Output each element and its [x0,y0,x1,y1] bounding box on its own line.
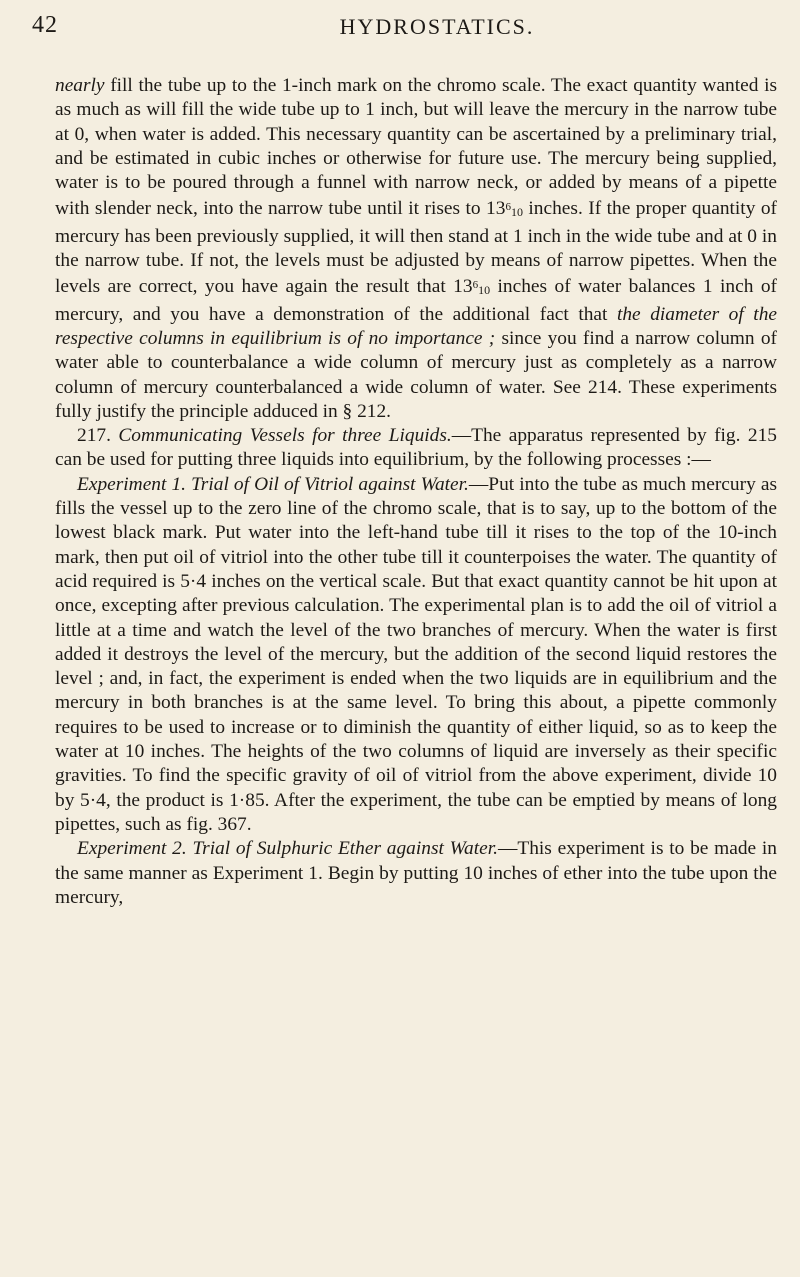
italic-text: Communicating Vessels for three Liquids. [118,425,452,447]
paragraph [55,473,777,837]
fraction [505,201,523,220]
text-run: fill the tube up to the 1-inch mark on the chromo scale. The exact quantity wanted is as much as will fill the wide tube up to 1 inch, but will leave the mercury in the narrow tube at 0, when water is added. This necessary quantity can be ascertained by a preliminary trial, and be estimated in cubic inches or otherwise for future use. The mercury being supplied, water is to be poured through a funnel with narrow neck, or added by means of a pipette with slender neck, into the narrow tube until it rises to 13 [55,75,777,220]
paragraph [55,837,777,910]
text-run: —This experiment is to be made in the same manner as Experiment 1. Begin by putting 10 inches of ether into the tube upon the mercury, [55,838,777,908]
paragraph [55,424,777,473]
running-title: HYDROSTATICS. [339,14,535,39]
fraction-denominator: 10 [510,205,523,220]
text-run: since you find a narrow column of water able to counterbalance a wide column of mercury just as completely as a narrow column of mercury counterbalanced a wide column of water. See 214. These experiments fully justify the principle adduced in § 212. [55,327,777,422]
text-run: inches. If the proper quantity of mercury has been previously supplied, it will then stand at 1 inch in the wide tube and at 0 in the narrow tube. If not, the levels must be adjusted by means of narrow pipettes. When the levels are correct, you have again the result that 13 [55,198,777,298]
paragraph [55,74,777,424]
italic-text: nearly [55,75,105,96]
italic-text: Experiment 1. Trial of Oil of Vitriol against Water. [77,473,469,495]
fraction-numerator: 6 [472,279,479,292]
fraction-denominator: 10 [478,283,491,298]
text-run: —The apparatus represented by fig. 215 can be used for putting three liquids into equilibrium, by the following processes :— [55,425,778,471]
text-run: inches of water balances 1 inch of mercury, and you have a demonstration of the additional fact that [55,276,777,325]
italic-text: Experiment 2. Trial of Sulphuric Ether against Water. [77,838,498,860]
fraction-numerator: 6 [505,201,511,214]
body-text [55,74,777,910]
text-run: 217. [77,425,119,447]
italic-text: the diameter of the respective columns in equilibrium is of no importance ; [55,303,777,349]
page-number: 42 [32,12,58,38]
page-header [32,8,772,44]
fraction [472,279,491,298]
text-run: —Put into the tube as much mercury as fills the vessel up to the zero line of the chromo scale, that is to say, up to the bottom of the lowest black mark. Put water into the left-hand tube till it rises to the top of the 10-inch mark, then put oil of vitriol into the other tube till it counterpoises the water. The quantity of acid required is 5·4 inches on the vertical scale. But that exact quantity cannot be hit upon at once, excepting after previous calculation. The experimental plan is to add the oil of vitriol a little at a time and watch the level of the two branches of mercury. When the water is first added it destroys the level of the mercury, but the addition of the second liquid restores the level ; and, in fact, the experiment is ended when the two liquids are in equilibrium and the mercury in both branches is at the same level. To bring this about, a pipette commonly requires to be used to increase or to diminish the quantity of either liquid, so as to keep the water at 10 inches. The heights of the two columns of liquid are inversely as their specific gravities. To find the specific gravity of oil of vitriol from the above experiment, divide 10 by 5·4, the product is 1·85. After the experiment, the tube can be emptied by means of long pipettes, such as fig. 367. [55,473,777,835]
